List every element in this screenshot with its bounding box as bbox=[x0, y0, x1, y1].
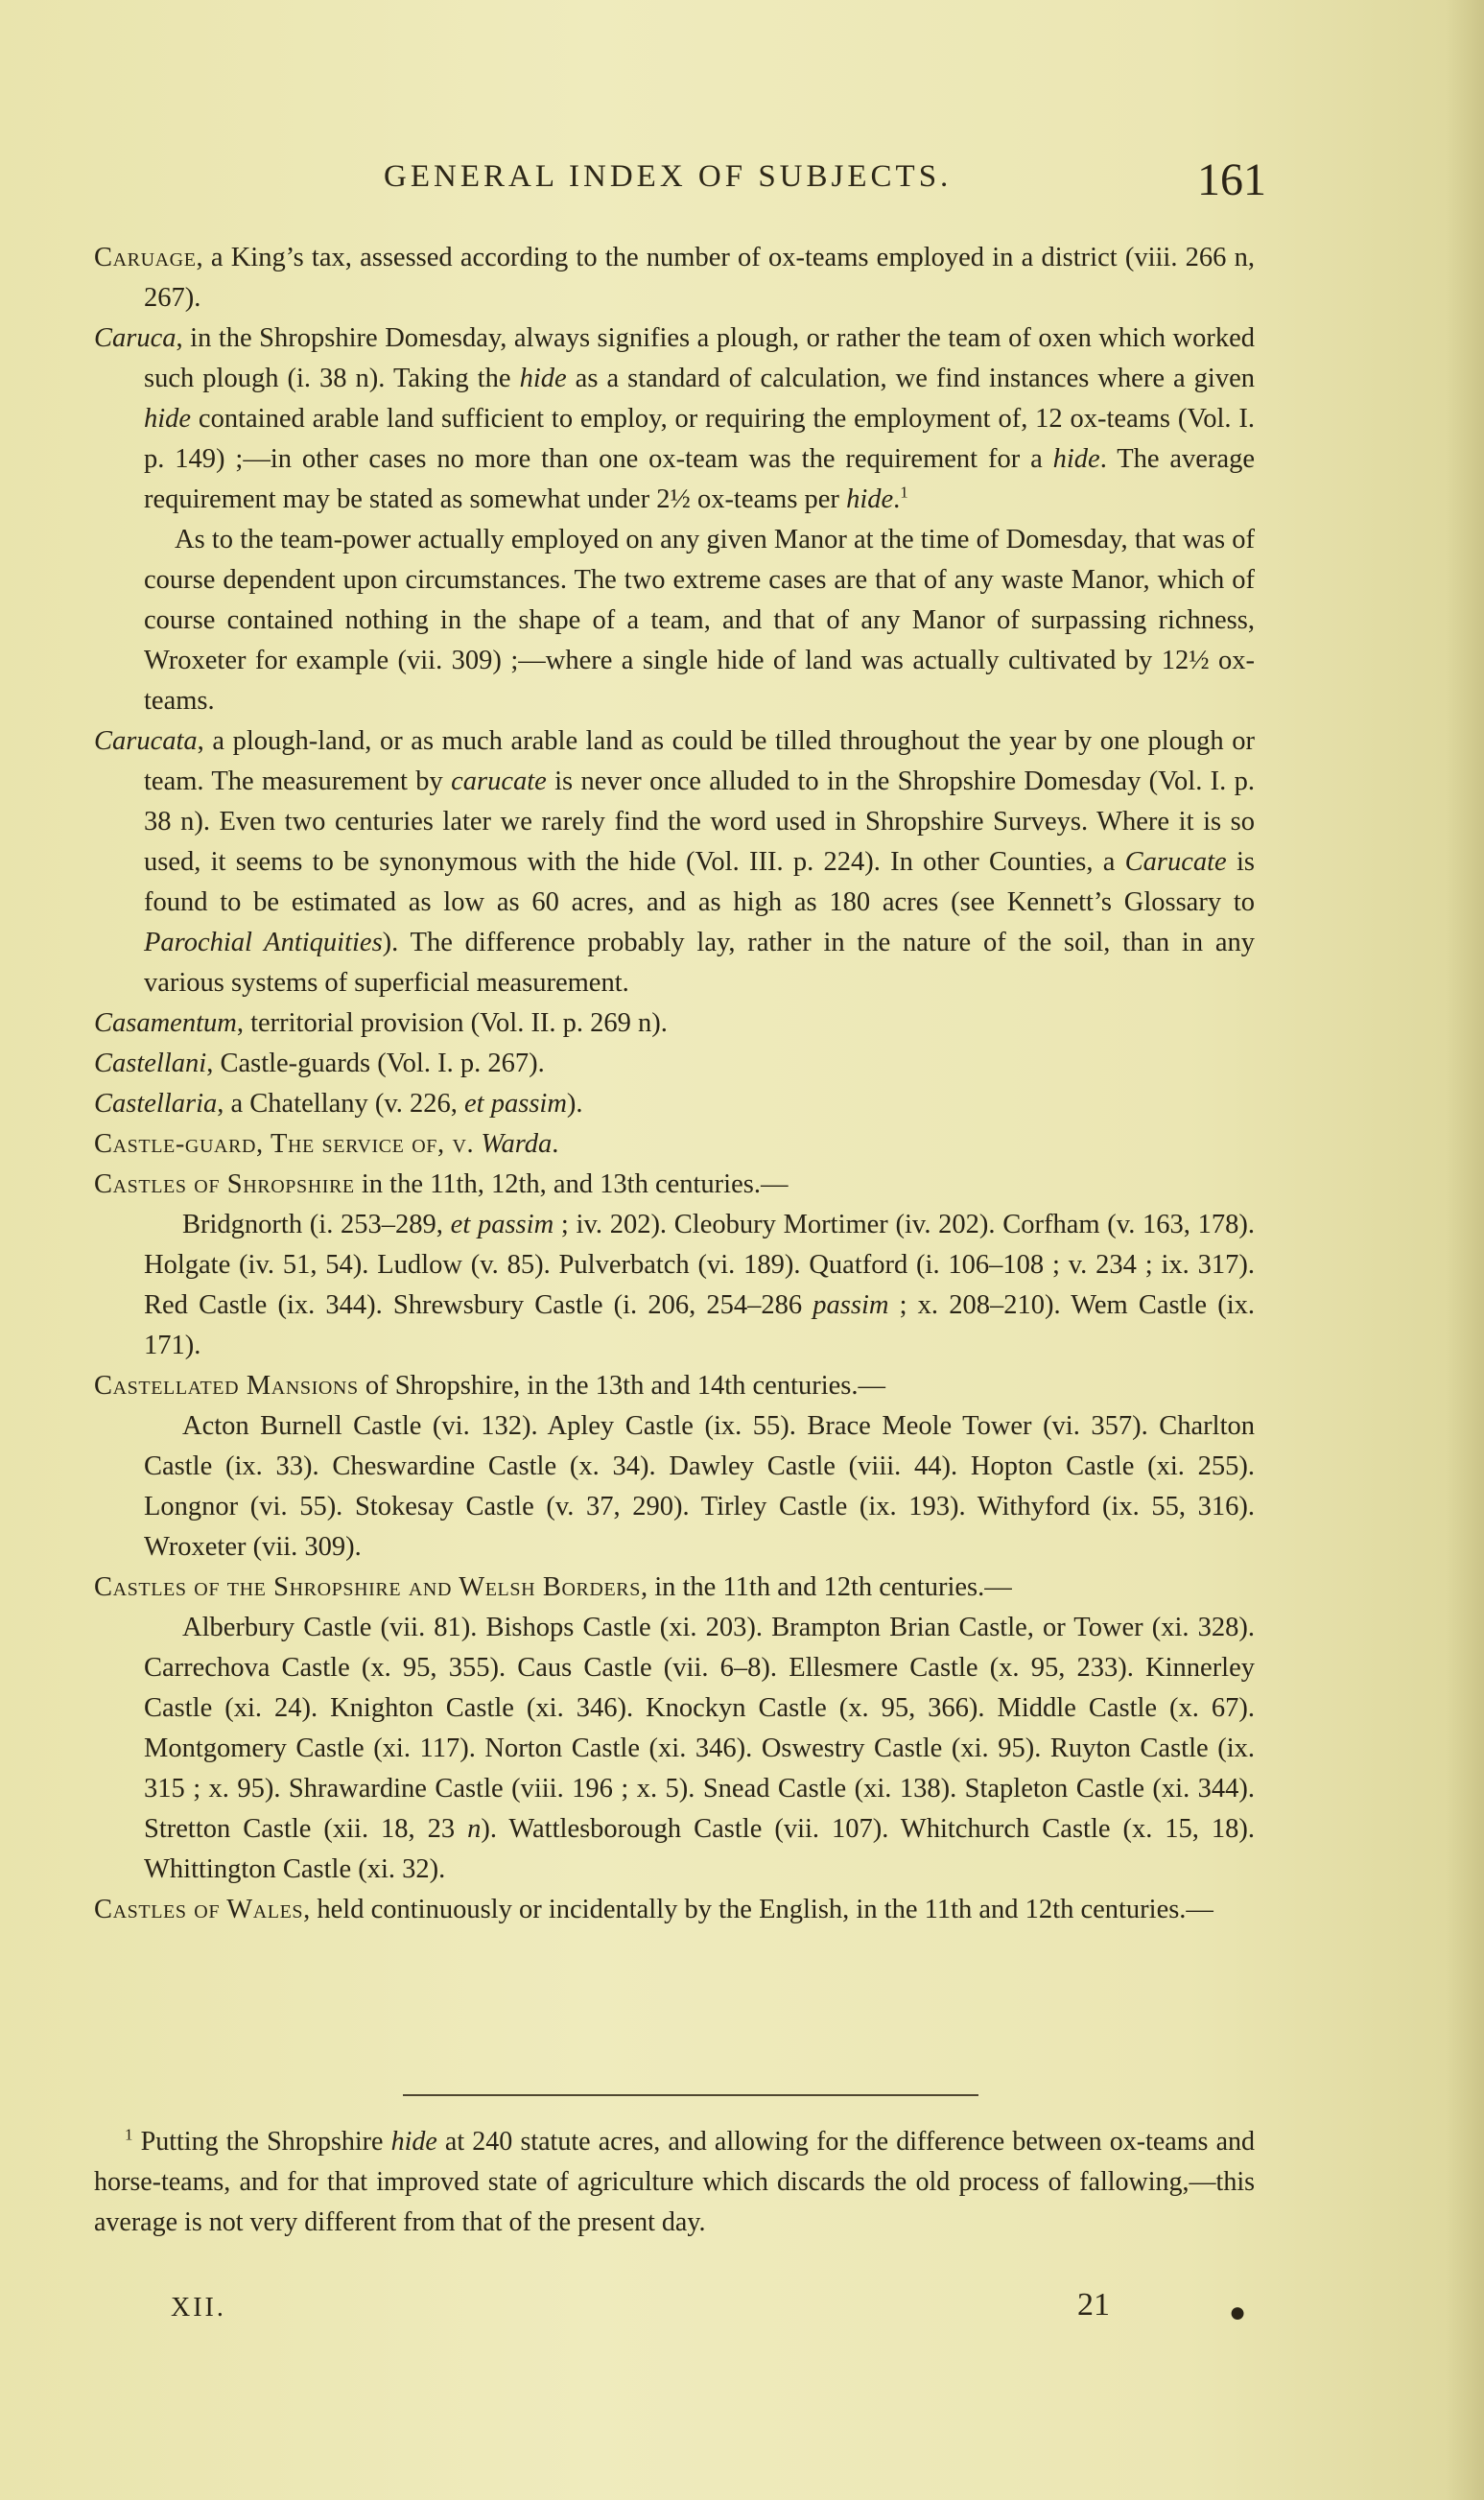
entry-text: ). The difference probably lay, rather in the nature of the soil, than in any various systems of superficial measurement. bbox=[144, 928, 1255, 998]
index-entry-castellani bbox=[94, 1044, 1255, 1084]
entry-italic: et passim bbox=[450, 1210, 554, 1239]
entry-italic: hide bbox=[144, 404, 192, 434]
entry-head: Castle-guard, The service of, v. bbox=[94, 1129, 475, 1159]
entry-italic: hide bbox=[846, 484, 894, 514]
footnote-mark: 1 bbox=[125, 2125, 133, 2144]
index-entry-caruca bbox=[94, 318, 1255, 520]
castle-list-shropshire bbox=[94, 1205, 1255, 1366]
entry-text: , a King’s tax, assessed according to the number of ox-teams employed in a district (viii. 266 n, 267). bbox=[144, 243, 1255, 313]
sheet-number: 21 bbox=[1077, 2287, 1110, 2323]
entry-text: , territorial provision (Vol. II. p. 269 n). bbox=[236, 1008, 668, 1038]
entry-italic: n bbox=[467, 1814, 482, 1844]
footnote-italic: hide bbox=[390, 2127, 437, 2157]
entry-text: is found to be estimated as low as 60 acres, and as high as 180 acres (see Kennett’s Glossary to bbox=[144, 847, 1255, 917]
entry-text: ; iv. 202). Cleobury Mortimer (iv. 202). Corfham (v. 163, 178). Holgate (iv. 51, 54). Ludlow (v. 85). Pulverbatch (vi. 189). Quatford (i. 106–108 ; v. 234 ; ix. 317). Red Castle (ix. 344). Shrewsbury Castle (i. 206, 254–286 bbox=[144, 1210, 1256, 1320]
entry-italic: Carucate bbox=[1124, 847, 1227, 877]
index-entry-caruage bbox=[94, 238, 1255, 318]
index-body bbox=[94, 238, 1255, 1930]
index-entry-castles-of-wales bbox=[94, 1890, 1255, 1930]
index-entry-castellaria bbox=[94, 1084, 1255, 1124]
entry-text: contained arable land sufficient to employ, or requiring the employment of, 12 ox-teams (Vol. I. p. 149) ;—in other cases no more than one ox-team was the requirement for a bbox=[144, 404, 1255, 474]
running-title: GENERAL INDEX OF SUBJECTS. bbox=[384, 159, 953, 194]
entry-text: in the 11th, 12th, and 13th centuries.— bbox=[354, 1169, 789, 1199]
entry-head: Castles of Wales bbox=[94, 1895, 304, 1924]
entry-continuation-paragraph: As to the team-power actually employed on any given Manor at the time of Domesday, that was of course dependent upon circumstances. The two extreme cases are that of any waste Manor, which of course contained nothing in the shape of a team, and that of any Manor of surpassing richness, Wroxeter for example (vii. 309) ;—where a single hide of land was actually cultivated by 12½ ox-teams. bbox=[144, 525, 1255, 716]
entry-head: Caruca bbox=[94, 323, 177, 353]
page-edge-shadow bbox=[1446, 0, 1484, 2500]
index-entry-castle-guard bbox=[94, 1124, 1255, 1165]
index-entry-carucata bbox=[94, 721, 1255, 1003]
entry-head: Carucata bbox=[94, 726, 198, 756]
castle-list-mansions: Acton Burnell Castle (vi. 132). Apley Castle (ix. 55). Brace Meole Tower (vi. 357). Charlton Castle (ix. 33). Cheswardine Castle (x. 34). Dawley Castle (viii. 44). Hopton Castle (xi. 255). Longnor (vi. 55). Stokesay Castle (v. 37, 290). Tirley Castle (ix. 193). Withyford (ix. 55, 316). Wroxeter (vii. 309). bbox=[144, 1411, 1255, 1562]
entry-text: Bridgnorth (i. 253–289, bbox=[182, 1210, 451, 1239]
entry-head: Castellated Mansions bbox=[94, 1371, 359, 1401]
footnote bbox=[94, 2122, 1255, 2243]
entry-head: Castellaria bbox=[94, 1089, 218, 1119]
entry-italic: et passim bbox=[464, 1089, 567, 1119]
signature-mark: XII. bbox=[171, 2293, 226, 2323]
entry-head: Castellani bbox=[94, 1049, 207, 1078]
entry-text: . bbox=[552, 1129, 559, 1159]
entry-italic: hide bbox=[1052, 444, 1100, 474]
entry-text: , in the 11th and 12th centuries.— bbox=[640, 1572, 1012, 1602]
footnote-reference[interactable]: 1 bbox=[900, 483, 908, 502]
entry-text: is never once alluded to in the Shropshire Domesday (Vol. I. p. 38 n). Even two centuries later we rarely find the word used in Shropshire Surveys. Where it is so used, it seems to be synonymous with the hide (Vol. III. p. 224). In other Counties, a bbox=[144, 767, 1255, 877]
entry-italic: Parochial Antiquities bbox=[144, 928, 383, 957]
index-entry-castles-of-the-borders bbox=[94, 1568, 1255, 1608]
entry-text: ). Wattlesborough Castle (vii. 107). Whitchurch Castle (x. 15, 18). Whittington Castle (xi. 32). bbox=[144, 1814, 1255, 1884]
entry-text: ). bbox=[566, 1089, 583, 1119]
entry-text: , a plough-land, or as much arable land as could be tilled throughout the year by one plough or team. The measurement by bbox=[144, 726, 1255, 796]
page-number: 161 bbox=[1197, 154, 1266, 205]
index-entry-casamentum bbox=[94, 1003, 1255, 1044]
index-entry-castles-of-shropshire bbox=[94, 1165, 1255, 1205]
entry-head: Castles of Shropshire bbox=[94, 1169, 355, 1199]
entry-text: as a standard of calculation, we find instances where a given bbox=[566, 364, 1255, 393]
entry-text: ; x. 208–210). Wem Castle (ix. 171). bbox=[144, 1290, 1255, 1360]
footnote-divider bbox=[403, 2094, 978, 2096]
entry-text: , in the Shropshire Domesday, always signifies a plough, or rather the team of oxen which worked such plough (i. 38 n). Taking the bbox=[144, 323, 1255, 393]
entry-italic: passim bbox=[813, 1290, 889, 1320]
entry-text: , held continuously or incidentally by the English, in the 11th and 12th centuries.— bbox=[303, 1895, 1213, 1924]
footnote-text: Putting the Shropshire bbox=[140, 2127, 391, 2157]
footnote-text: at 240 statute acres, and allowing for the difference between ox-teams and horse-teams, and for that improved state of agriculture which discards the old process of fallowing,—this average is not very different from that of the present day. bbox=[94, 2127, 1255, 2237]
running-header bbox=[384, 153, 1266, 211]
entry-text: . The average requirement may be stated as somewhat under 2½ ox-teams per bbox=[144, 444, 1255, 514]
entry-text: , Castle-guards (Vol. I. p. 267). bbox=[206, 1049, 545, 1078]
entry-head: Caruage bbox=[94, 243, 197, 272]
entry-text: . bbox=[893, 484, 901, 514]
printer-mark-icon: ● bbox=[1229, 2297, 1247, 2328]
entry-text: Alberbury Castle (vii. 81). Bishops Castle (xi. 203). Brampton Brian Castle, or Tower (xi. 328). Carrechova Castle (x. 95, 355). Caus Castle (vii. 6–8). Ellesmere Castle (x. 95, 233). Kinnerley Castle (xi. 24). Knighton Castle (xi. 346). Knockyn Castle (x. 95, 366). Middle Castle (x. 67). Montgomery Castle (xi. 117). Norton Castle (xi. 346). Oswestry Castle (xi. 95). Ruyton Castle (ix. 315 ; x. 95). Shrawardine Castle (viii. 196 ; x. 5). Snead Castle (xi. 138). Stapleton Castle (xi. 344). Stretton Castle (xii. 18, 23 bbox=[144, 1613, 1255, 1844]
entry-italic: hide bbox=[519, 364, 567, 393]
entry-head: Castles of the Shropshire and Welsh Borders bbox=[94, 1572, 641, 1602]
entry-text: , a Chatellany (v. 226, bbox=[217, 1089, 465, 1119]
castle-list-borders bbox=[94, 1608, 1255, 1890]
cross-reference: Warda bbox=[481, 1129, 553, 1159]
entry-italic: carucate bbox=[451, 767, 547, 796]
index-entry-castellated-mansions bbox=[94, 1366, 1255, 1406]
entry-text: of Shropshire, in the 13th and 14th centuries.— bbox=[358, 1371, 886, 1401]
entry-head: Casamentum bbox=[94, 1008, 237, 1038]
